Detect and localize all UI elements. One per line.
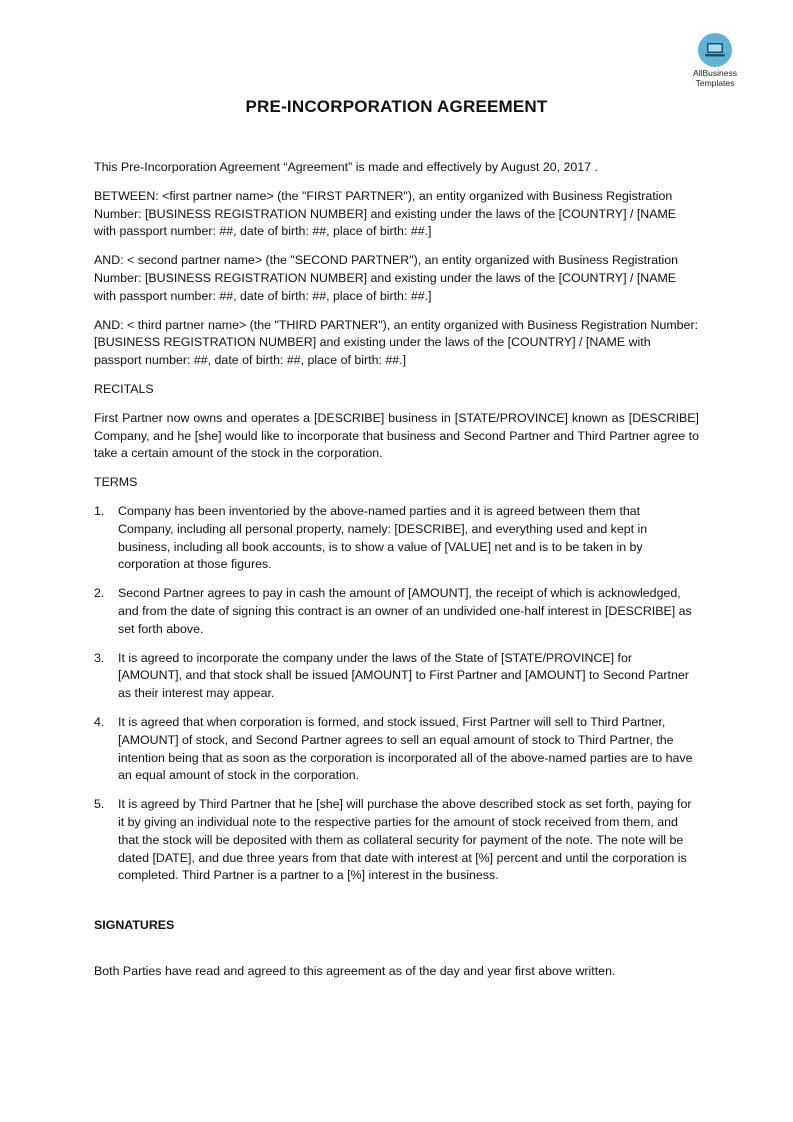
- signatures-paragraph: Both Parties have read and agreed to this agreement as of the day and year first above written.: [94, 963, 616, 978]
- document-title: PRE-INCORPORATION AGREEMENT: [245, 97, 548, 116]
- term-item: [94, 714, 699, 785]
- logo-text: [683, 69, 747, 88]
- term-item: [94, 585, 699, 638]
- term-number: 1.: [94, 503, 105, 518]
- term-text: Company has been inventoried by the above-named parties and it is agreed between them that Company, including all personal property, namely: [DESCRIBE], and everything used and kept in business, including all book accounts, is to show a value of [VALUE] net and is to be taken in by corporation at those figures.: [118, 503, 648, 572]
- logo-line-2: Templates: [695, 77, 735, 88]
- second-partner-paragraph: AND: < second partner name> (the "SECOND PARTNER"), an entity organized with Business Registration Number: [BUSINESS REGISTRATION NUMBER] and existing under the laws of the [COUNTRY] / [NAME with passport number: ##, date of birth: ##, place of birth: ##.]: [94, 253, 679, 303]
- term-text: It is agreed to incorporate the company under the laws of the State of [STATE/PROVINCE] for [AMOUNT], and that stock shall be issued [AMOUNT] to First Partner and [AMOUNT] to Second Partner as their interest may appear.: [118, 650, 689, 701]
- allbusiness-logo: [683, 33, 747, 88]
- recitals-paragraph: First Partner now owns and operates a [DESCRIBE] business in [STATE/PROVINCE] known as [DESCRIBE] Company, and he [she] would like to incorporate that business and Second Partner and Third Partner agree to take a certain amount of the stock in the corporation.: [94, 410, 699, 461]
- term-item: [94, 796, 699, 885]
- term-item: [94, 503, 699, 574]
- term-number: 4.: [94, 714, 105, 729]
- term-text: Second Partner agrees to pay in cash the amount of [AMOUNT], the receipt of which is acknowledged, and from the date of signing this contract is an owner of an undivided one-half interest in [DESCRIBE] as set forth above.: [118, 586, 692, 636]
- signatures-heading: SIGNATURES: [94, 918, 175, 933]
- term-text: It is agreed that when corporation is formed, and stock issued, First Partner will sell to Third Partner, [AMOUNT] of stock, and Second Partner agrees to sell an equal amount of stock to Third Partner, the intention being that as soon as the corporation is incorporated all of the above-named parties are to have an equal amount of stock in the corporation.: [118, 714, 693, 783]
- recitals-heading: RECITALS: [94, 381, 154, 396]
- term-number: 3.: [94, 650, 105, 665]
- term-number: 2.: [94, 586, 105, 601]
- terms-list: [94, 503, 699, 885]
- third-partner-paragraph: AND: < third partner name> (the "THIRD PARTNER"), an entity organized with Business Registration Number: [BUSINESS REGISTRATION NUMBER] and existing under the laws of the [COUNTRY] / [NAME with passport number: ##, date of birth: ##, place of birth: ##.]: [94, 317, 699, 368]
- laptop-icon: [698, 33, 732, 67]
- document-body: [94, 159, 699, 992]
- between-paragraph: BETWEEN: <first partner name> (the "FIRST PARTNER"), an entity organized with Business Registration Number: [BUSINESS REGISTRATION NUMBER] and existing under the laws of the [COUNTRY] / [NAME with passport number: ##, date of birth: ##, place of birth: ##.]: [94, 188, 677, 239]
- terms-heading: TERMS: [94, 475, 138, 490]
- logo-line-1: AllBusiness: [693, 68, 737, 78]
- term-number: 5.: [94, 797, 105, 812]
- term-text: It is agreed by Third Partner that he [she] will purchase the above described stock as set forth, paying for it by giving an individual note to the respective parties for the amount of stock received from them, and that the stock will be deposited with them as collateral security for payment of the note. The note will be dated [DATE], and due three years from that date with interest at [%] percent and until the corporation is completed. Third Partner is a partner to a [%] interest in the business.: [118, 797, 692, 883]
- intro-paragraph: This Pre-Incorporation Agreement “Agreement” is made and effectively by August 20, 2017 .: [94, 160, 598, 174]
- term-item: [94, 650, 699, 703]
